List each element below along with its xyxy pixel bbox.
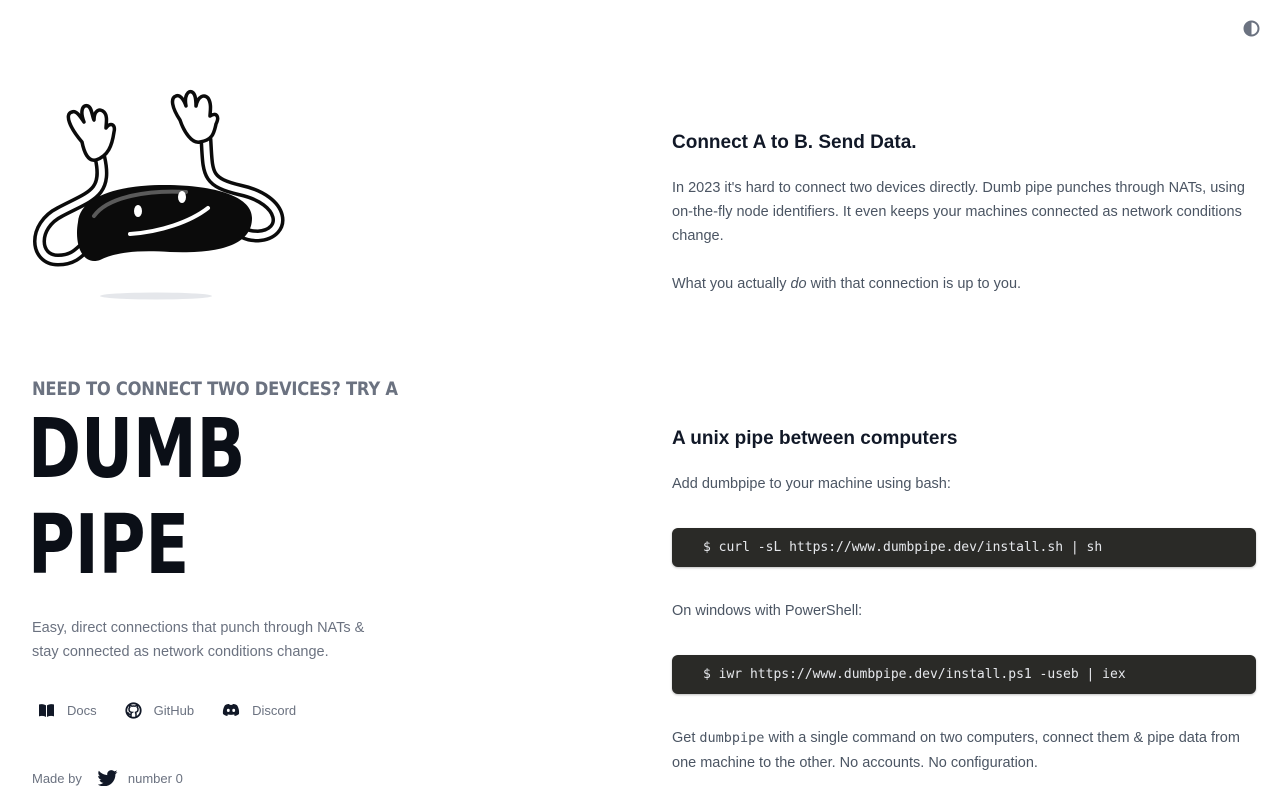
section-2-title: A unix pipe between computers [672,428,958,449]
section-1-paragraph-1: In 2023 it's hard to connect two devices directly. Dumb pipe punches through NATs, using on-the-fly node identifiers. It even keeps your machines connected as network conditions change. [672,180,1245,244]
discord-link[interactable] [216,703,296,718]
org-link[interactable] [98,770,183,786]
dumb-pipe-mascot-icon [30,84,292,304]
powershell-command-block[interactable]: $ iwr https://www.dumbpipe.dev/install.ps1 -useb | iex [672,655,1256,694]
bash-command-block[interactable]: $ curl -sL https://www.dumbpipe.dev/install.sh | sh [672,528,1256,567]
section-1-paragraph-2 [672,272,1256,296]
paragraph-2-before: What you actually [672,276,791,292]
closing-before: Get [672,730,700,746]
docs-link-label: Docs [67,702,97,718]
closing-inline-code: dumbpipe [699,730,765,746]
github-link-label: GitHub [153,702,195,718]
made-by-label: Made by [32,770,82,786]
docs-link[interactable] [32,703,97,718]
external-links [32,698,318,722]
made-by-footer [32,766,183,790]
twitter-icon [98,770,118,786]
hero-eyebrow: NEED TO CONNECT TWO DEVICES? TRY A [32,378,398,400]
paragraph-2-emphasis: do [790,276,807,292]
theme-toggle-button[interactable] [1243,20,1260,37]
discord-link-label: Discord [252,702,297,718]
brand-title-line-2: PIPE [28,498,190,593]
hero-tagline: Easy, direct connections that punch through NATs & stay connected as network conditions change. [32,620,365,660]
bash-intro: Add dumbpipe to your machine using bash: [672,476,951,492]
paragraph-2-after: with that connection is up to you. [806,276,1022,292]
org-link-label: number 0 [127,770,183,786]
book-icon [38,703,55,718]
github-icon [125,702,142,719]
section-1-title: Connect A to B. Send Data. [672,132,917,153]
closing-paragraph [672,726,1256,776]
brand-title [28,402,245,594]
powershell-intro: On windows with PowerShell: [672,603,863,619]
contrast-icon [1243,20,1260,37]
brand-title-line-1: DUMB [28,402,246,497]
closing-after: with a single command on two computers, connect them & pipe data from one machine to the other. No accounts. No configuration. [672,730,1240,771]
discord-icon [222,703,240,717]
github-link[interactable] [119,702,194,719]
